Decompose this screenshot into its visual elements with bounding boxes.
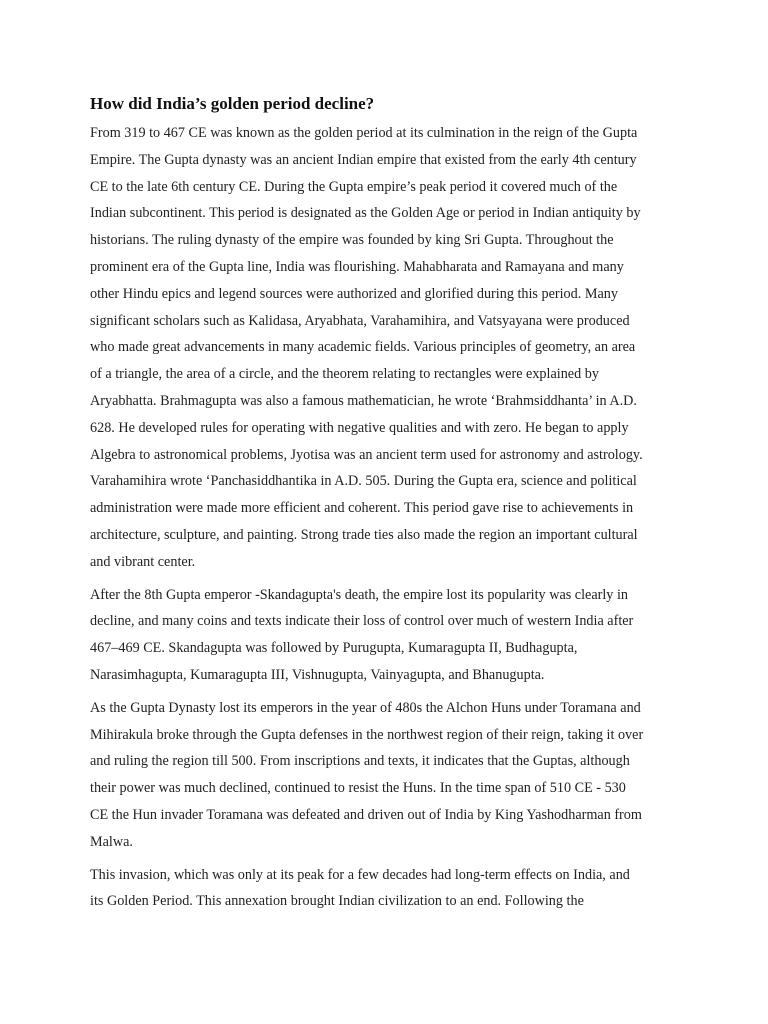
paragraph-invasion-effects: This invasion, which was only at its peak for a few decades had long-term effects on India, and its Golden Period. This annexation brought Indian civilization to an end. Following the [90, 866, 630, 910]
paragraph-hun-invasion: As the Gupta Dynasty lost its emperors in the year of 480s the Alchon Huns under Toramana and Mihirakula broke through the Gupta defenses in the northwest region of their reign, taking it over and ruling the region till 500. From inscriptions and texts, it indicates that the Guptas, although their power was much declined, continued to resist the Huns. In the time span of 510 CE - 530 CE the Hun invader Toramana was defeated and driven out of India by King Yashodharman from Malwa. [90, 699, 644, 850]
document-page [90, 92, 690, 921]
paragraph-golden-period: From 319 to 467 CE was known as the golden period at its culmination in the reign of the Gupta Empire. The Gupta dynasty was an ancient Indian empire that existed from the early 4th century CE to the late 6th century CE. During the Gupta empire’s peak period it covered much of the Indian subcontinent. This period is designated as the Golden Age or period in Indian antiquity by historians. The ruling dynasty of the empire was founded by king Sri Gupta. Throughout the prominent era of the Gupta line, India was flourishing. Mahabharata and Ramayana and many other Hindu epics and legend sources were authorized and glorified during this period. Many significant scholars such as Kalidasa, Aryabhata, Varahamihira, and Vatsyayana were produced who made great advancements in many academic fields. Various principles of geometry, an area of a triangle, the area of a circle, and the theorem relating to rectangles were explained by Aryabhatta. Brahmagupta was also a famous mathematician, he wrote ‘Brahmsiddhanta’ in A.D. 628. He developed rules for operating with negative qualities and with zero. He began to apply Algebra to astronomical problems, Jyotisa was an ancient term used for astronomy and astrology. Varahamihira wrote ‘Panchasiddhantika in A.D. 505. During the Gupta era, science and political administration were made more efficient and coherent. This period gave rise to achievements in architecture, sculpture, and painting. Strong trade ties also made the region an important cultural and vibrant center. [90, 125, 643, 570]
document-title: How did India’s golden period decline? [90, 94, 375, 113]
paragraph-skandagupta-decline: After the 8th Gupta emperor -Skandagupta's death, the empire lost its popularity was clearly in decline, and many coins and texts indicate their loss of control over much of western India after 467–469 CE. Skandagupta was followed by Purugupta, Kumaragupta II, Budhagupta, Narasimhagupta, Kumaragupta III, Vishnugupta, Vainyagupta, and Bhanugupta. [90, 586, 634, 683]
